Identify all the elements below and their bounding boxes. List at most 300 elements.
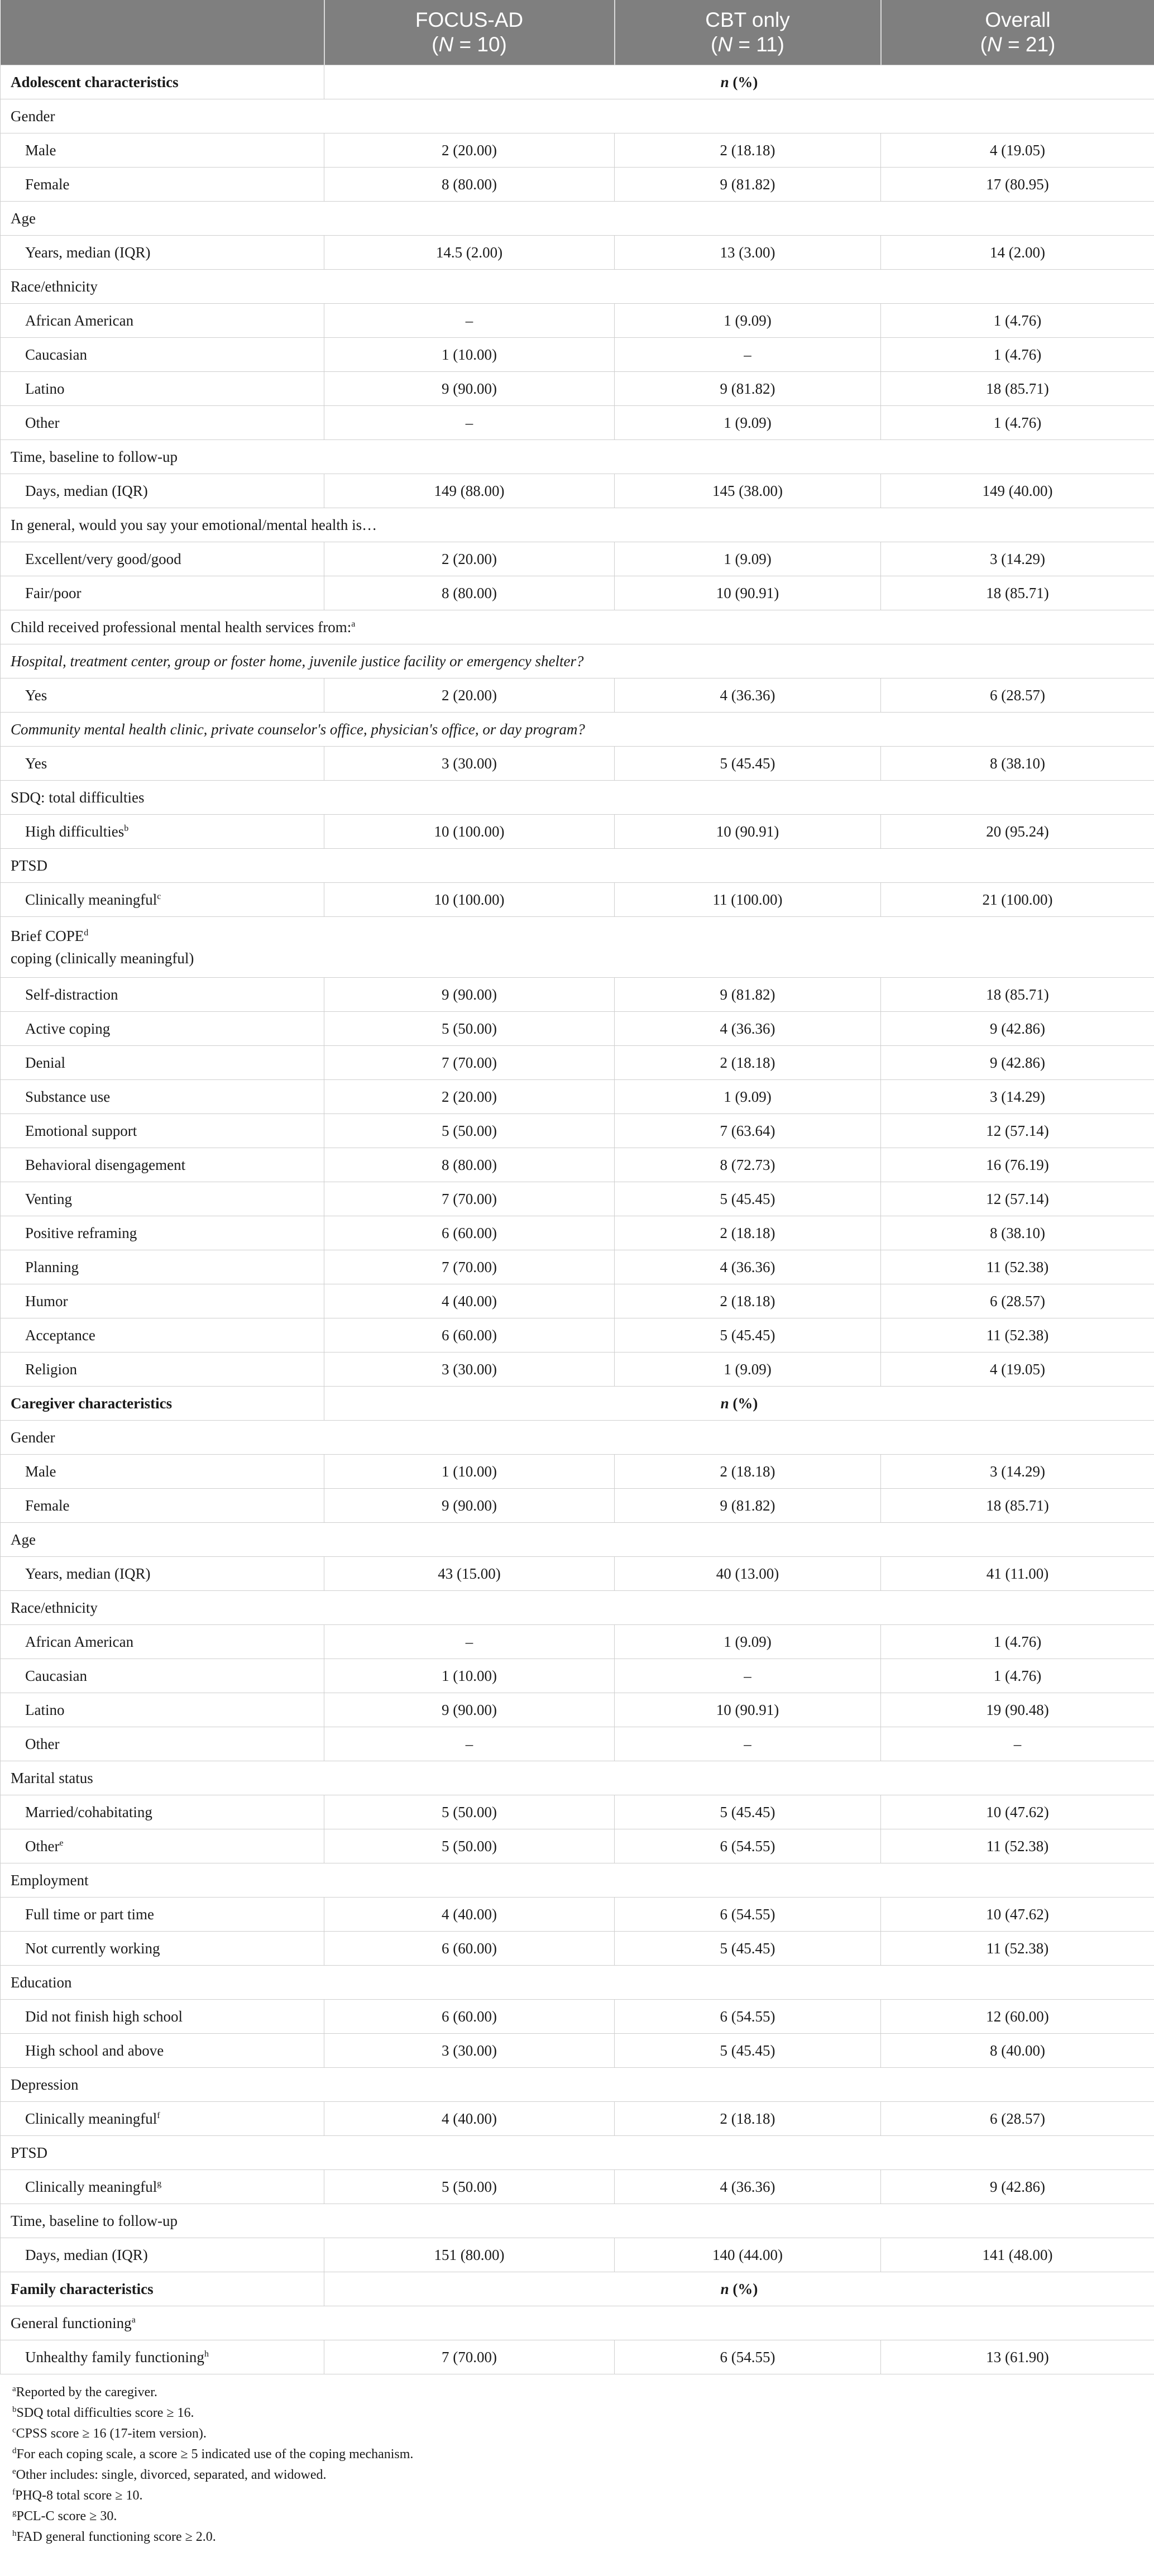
cbt-only-value: 145 (38.00) bbox=[615, 474, 881, 508]
cbt-only-value: 9 (81.82) bbox=[615, 1489, 881, 1523]
question-label bbox=[1, 644, 1154, 678]
footnote-marker: g bbox=[157, 2178, 162, 2188]
footnote-text: PHQ-8 total score ≥ 10. bbox=[15, 2488, 143, 2503]
row-label bbox=[1, 2238, 324, 2272]
row-label bbox=[1, 236, 324, 270]
focus-ad-value: 9 (90.00) bbox=[324, 978, 615, 1012]
cbt-only-value: 6 (54.55) bbox=[615, 1829, 881, 1863]
focus-ad-value: 3 (30.00) bbox=[324, 2034, 615, 2068]
focus-ad-value: 6 (60.00) bbox=[324, 1318, 615, 1352]
category-label bbox=[1, 99, 1154, 133]
cbt-only-value: 1 (9.09) bbox=[615, 542, 881, 576]
focus-ad-value: 8 (80.00) bbox=[324, 168, 615, 202]
table-header bbox=[1, 0, 1154, 65]
table-row bbox=[1, 270, 1154, 304]
category-label bbox=[1, 1421, 1154, 1455]
footnote-marker: e bbox=[12, 2467, 16, 2476]
row-label bbox=[1, 1829, 324, 1863]
footnote-marker: f bbox=[157, 2110, 160, 2120]
row-label-text: Planning bbox=[25, 1258, 79, 1275]
table-row bbox=[1, 678, 1154, 713]
table-row bbox=[1, 2068, 1154, 2102]
row-label-text: Days, median (IQR) bbox=[25, 482, 148, 499]
category-label-text-line2: coping (clinically meaningful) bbox=[11, 950, 194, 967]
footnote-marker: d bbox=[12, 2446, 17, 2455]
row-label bbox=[1, 2102, 324, 2136]
footnote-text: SDQ total difficulties score ≥ 16. bbox=[16, 2406, 194, 2420]
category-label bbox=[1, 1863, 1154, 1898]
header-overall bbox=[881, 0, 1154, 65]
focus-ad-value: 151 (80.00) bbox=[324, 2238, 615, 2272]
row-label bbox=[1, 338, 324, 372]
row-label bbox=[1, 1114, 324, 1148]
row-label bbox=[1, 1250, 324, 1284]
overall-value: 12 (57.14) bbox=[881, 1114, 1154, 1148]
overall-value: 11 (52.38) bbox=[881, 1318, 1154, 1352]
cbt-only-value: 6 (54.55) bbox=[615, 1898, 881, 1932]
cbt-only-value: 1 (9.09) bbox=[615, 406, 881, 440]
table-row bbox=[1, 2034, 1154, 2068]
cbt-only-value: 5 (45.45) bbox=[615, 1182, 881, 1216]
category-label bbox=[1, 849, 1154, 883]
row-label bbox=[1, 1489, 324, 1523]
section-label bbox=[1, 2272, 324, 2306]
table-row bbox=[1, 1863, 1154, 1898]
row-label-text: Years, median (IQR) bbox=[25, 243, 151, 261]
table-row bbox=[1, 338, 1154, 372]
row-label-text: Acceptance bbox=[25, 1326, 95, 1344]
table-row bbox=[1, 1421, 1154, 1455]
cbt-only-value: 6 (54.55) bbox=[615, 2340, 881, 2374]
focus-ad-value: 8 (80.00) bbox=[324, 576, 615, 610]
table-row bbox=[1, 236, 1154, 270]
cbt-only-value: 2 (18.18) bbox=[615, 1455, 881, 1489]
focus-ad-value: 1 (10.00) bbox=[324, 1455, 615, 1489]
section-label-text: Caregiver characteristics bbox=[11, 1394, 173, 1412]
n-percent-label bbox=[324, 1387, 1154, 1421]
overall-value: 149 (40.00) bbox=[881, 474, 1154, 508]
table-row bbox=[1, 2204, 1154, 2238]
focus-ad-value: 149 (88.00) bbox=[324, 474, 615, 508]
header-group-name: CBT only bbox=[705, 8, 790, 31]
row-label-text: Denial bbox=[25, 1054, 65, 1071]
row-label-text: Humor bbox=[25, 1292, 68, 1309]
focus-ad-value: 6 (60.00) bbox=[324, 2000, 615, 2034]
focus-ad-value: 2 (20.00) bbox=[324, 1080, 615, 1114]
overall-value: 10 (47.62) bbox=[881, 1795, 1154, 1829]
table-row bbox=[1, 508, 1154, 542]
table-row bbox=[1, 2136, 1154, 2170]
row-label-text: Self-distraction bbox=[25, 986, 118, 1003]
row-label-text: Substance use bbox=[25, 1088, 111, 1105]
overall-value: 8 (40.00) bbox=[881, 2034, 1154, 2068]
category-label-text: SDQ: total difficulties bbox=[11, 788, 145, 806]
row-label bbox=[1, 2170, 324, 2204]
table-row bbox=[1, 474, 1154, 508]
table-row bbox=[1, 440, 1154, 474]
row-label-text: Caucasian bbox=[25, 1667, 87, 1684]
overall-value: 3 (14.29) bbox=[881, 1455, 1154, 1489]
table-row bbox=[1, 1693, 1154, 1727]
row-label bbox=[1, 1182, 324, 1216]
cbt-only-value: 9 (81.82) bbox=[615, 978, 881, 1012]
cbt-only-value: 140 (44.00) bbox=[615, 2238, 881, 2272]
table-row bbox=[1, 644, 1154, 678]
row-label-text: Not currently working bbox=[25, 1939, 160, 1957]
category-label bbox=[1, 508, 1154, 542]
overall-value: 11 (52.38) bbox=[881, 1829, 1154, 1863]
table-row bbox=[1, 1795, 1154, 1829]
overall-value: 10 (47.62) bbox=[881, 1898, 1154, 1932]
row-label-text: High difficulties bbox=[25, 823, 125, 840]
cbt-only-value: 1 (9.09) bbox=[615, 1080, 881, 1114]
footnote-marker: f bbox=[12, 2488, 15, 2497]
overall-value: 12 (60.00) bbox=[881, 2000, 1154, 2034]
category-label bbox=[1, 202, 1154, 236]
focus-ad-value: 4 (40.00) bbox=[324, 2102, 615, 2136]
focus-ad-value: – bbox=[324, 1727, 615, 1761]
table-row bbox=[1, 1966, 1154, 2000]
row-label bbox=[1, 1080, 324, 1114]
row-label-text: Excellent/very good/good bbox=[25, 550, 181, 567]
category-label-text: Time, baseline to follow-up bbox=[11, 448, 178, 465]
table-row bbox=[1, 304, 1154, 338]
footnote bbox=[0, 2527, 1154, 2548]
cbt-only-value: 2 (18.18) bbox=[615, 2102, 881, 2136]
row-label-text: Clinically meaningful bbox=[25, 891, 157, 908]
table-row bbox=[1, 2306, 1154, 2340]
row-label-text: Days, median (IQR) bbox=[25, 2246, 148, 2263]
header-group-n: (N = 11) bbox=[711, 33, 784, 56]
row-label bbox=[1, 1727, 324, 1761]
table-row bbox=[1, 1761, 1154, 1795]
category-label-text: Depression bbox=[11, 2076, 79, 2093]
row-label bbox=[1, 133, 324, 168]
focus-ad-value: 10 (100.00) bbox=[324, 883, 615, 917]
table-row bbox=[1, 1523, 1154, 1557]
header-cbt-only bbox=[615, 0, 881, 65]
row-label bbox=[1, 406, 324, 440]
overall-value: 1 (4.76) bbox=[881, 338, 1154, 372]
section-label-text: Family characteristics bbox=[11, 2280, 154, 2297]
category-label bbox=[1, 610, 1154, 644]
cbt-only-value: 11 (100.00) bbox=[615, 883, 881, 917]
footnote-marker: e bbox=[59, 1838, 64, 1848]
row-label bbox=[1, 1932, 324, 1966]
header-group-name: FOCUS-AD bbox=[415, 8, 524, 31]
focus-ad-value: – bbox=[324, 406, 615, 440]
table-row bbox=[1, 1352, 1154, 1387]
header-blank bbox=[1, 0, 324, 65]
row-label-text: Yes bbox=[25, 686, 47, 704]
row-label bbox=[1, 168, 324, 202]
row-label bbox=[1, 1012, 324, 1046]
focus-ad-value: 6 (60.00) bbox=[324, 1932, 615, 1966]
cbt-only-value: 10 (90.91) bbox=[615, 815, 881, 849]
footnote-marker: d bbox=[84, 928, 89, 938]
focus-ad-value: 2 (20.00) bbox=[324, 542, 615, 576]
row-label-text: Other bbox=[25, 1837, 60, 1855]
cbt-only-value: – bbox=[615, 1727, 881, 1761]
overall-value: 19 (90.48) bbox=[881, 1693, 1154, 1727]
cbt-only-value: 2 (18.18) bbox=[615, 1046, 881, 1080]
table-row bbox=[1, 781, 1154, 815]
row-label-text: Emotional support bbox=[25, 1122, 137, 1139]
table-row bbox=[1, 1012, 1154, 1046]
row-label bbox=[1, 1284, 324, 1318]
row-label-text: Married/cohabitating bbox=[25, 1803, 152, 1820]
footnote bbox=[0, 2444, 1154, 2465]
overall-value: 6 (28.57) bbox=[881, 2102, 1154, 2136]
cbt-only-value: 9 (81.82) bbox=[615, 372, 881, 406]
row-label bbox=[1, 304, 324, 338]
category-label-text: Brief COPE bbox=[11, 928, 84, 944]
cbt-only-value: 2 (18.18) bbox=[615, 1284, 881, 1318]
footnote bbox=[0, 2382, 1154, 2403]
category-label bbox=[1, 2136, 1154, 2170]
percent-symbol: (%) bbox=[729, 2280, 758, 2297]
table-row bbox=[1, 1148, 1154, 1182]
overall-value: – bbox=[881, 1727, 1154, 1761]
focus-ad-value: 9 (90.00) bbox=[324, 1489, 615, 1523]
table-row bbox=[1, 2102, 1154, 2136]
overall-value: 9 (42.86) bbox=[881, 1012, 1154, 1046]
cbt-only-value: 40 (13.00) bbox=[615, 1557, 881, 1591]
overall-value: 4 (19.05) bbox=[881, 133, 1154, 168]
overall-value: 9 (42.86) bbox=[881, 1046, 1154, 1080]
table-row bbox=[1, 1557, 1154, 1591]
footnote-marker: b bbox=[124, 823, 129, 833]
row-label-text: Male bbox=[25, 141, 56, 159]
table-row bbox=[1, 2000, 1154, 2034]
table-row bbox=[1, 1898, 1154, 1932]
footnote-marker: h bbox=[12, 2529, 17, 2538]
footnote-marker: g bbox=[12, 2508, 17, 2517]
cbt-only-value: – bbox=[615, 338, 881, 372]
focus-ad-value: 1 (10.00) bbox=[324, 1659, 615, 1693]
table-row bbox=[1, 1080, 1154, 1114]
footnote-marker: c bbox=[157, 891, 161, 901]
row-label bbox=[1, 474, 324, 508]
category-label-text: Age bbox=[11, 1531, 36, 1548]
category-label bbox=[1, 440, 1154, 474]
category-label bbox=[1, 2068, 1154, 2102]
table-row bbox=[1, 713, 1154, 747]
focus-ad-value: 43 (15.00) bbox=[324, 1557, 615, 1591]
section-label-text: Adolescent characteristics bbox=[11, 73, 179, 90]
row-label bbox=[1, 576, 324, 610]
table-row bbox=[1, 406, 1154, 440]
row-label-text: Other bbox=[25, 1735, 60, 1752]
focus-ad-value: 7 (70.00) bbox=[324, 2340, 615, 2374]
n-symbol: n bbox=[720, 73, 729, 90]
focus-ad-value: 6 (60.00) bbox=[324, 1216, 615, 1250]
focus-ad-value: – bbox=[324, 304, 615, 338]
row-label-text: Latino bbox=[25, 380, 65, 397]
row-label bbox=[1, 1898, 324, 1932]
focus-ad-value: 4 (40.00) bbox=[324, 1898, 615, 1932]
category-label-text: In general, would you say your emotional/mental health is… bbox=[11, 516, 377, 533]
percent-symbol: (%) bbox=[729, 1394, 758, 1412]
overall-value: 17 (80.95) bbox=[881, 168, 1154, 202]
section-label bbox=[1, 65, 324, 99]
overall-value: 14 (2.00) bbox=[881, 236, 1154, 270]
category-label bbox=[1, 1523, 1154, 1557]
table-row bbox=[1, 99, 1154, 133]
row-label bbox=[1, 1046, 324, 1080]
overall-value: 18 (85.71) bbox=[881, 978, 1154, 1012]
overall-value: 41 (11.00) bbox=[881, 1557, 1154, 1591]
cbt-only-value: 4 (36.36) bbox=[615, 1012, 881, 1046]
row-label-text: Female bbox=[25, 175, 70, 193]
category-label-text: Age bbox=[11, 209, 36, 227]
row-label-text: African American bbox=[25, 312, 134, 329]
focus-ad-value: 14.5 (2.00) bbox=[324, 236, 615, 270]
section-label bbox=[1, 1387, 324, 1421]
row-label bbox=[1, 1455, 324, 1489]
footnote bbox=[0, 2465, 1154, 2486]
table-row bbox=[1, 1659, 1154, 1693]
row-label-text: African American bbox=[25, 1633, 134, 1650]
category-label bbox=[1, 1761, 1154, 1795]
focus-ad-value: – bbox=[324, 1625, 615, 1659]
overall-value: 11 (52.38) bbox=[881, 1932, 1154, 1966]
category-label bbox=[1, 917, 1154, 978]
overall-value: 16 (76.19) bbox=[881, 1148, 1154, 1182]
cbt-only-value: 7 (63.64) bbox=[615, 1114, 881, 1148]
overall-value: 141 (48.00) bbox=[881, 2238, 1154, 2272]
row-label bbox=[1, 2034, 324, 2068]
footnote bbox=[0, 2403, 1154, 2424]
row-label bbox=[1, 1557, 324, 1591]
table-row bbox=[1, 917, 1154, 978]
footnote-text: Reported by the caregiver. bbox=[16, 2385, 157, 2400]
overall-value: 11 (52.38) bbox=[881, 1250, 1154, 1284]
cbt-only-value: 13 (3.00) bbox=[615, 236, 881, 270]
overall-value: 1 (4.76) bbox=[881, 304, 1154, 338]
table-row bbox=[1, 1727, 1154, 1761]
overall-value: 20 (95.24) bbox=[881, 815, 1154, 849]
cbt-only-value: 5 (45.45) bbox=[615, 747, 881, 781]
row-label bbox=[1, 678, 324, 713]
percent-symbol: (%) bbox=[729, 73, 758, 90]
overall-value: 18 (85.71) bbox=[881, 576, 1154, 610]
overall-value: 12 (57.14) bbox=[881, 1182, 1154, 1216]
row-label-text: Unhealthy family functioning bbox=[25, 2348, 204, 2365]
table-row bbox=[1, 1387, 1154, 1421]
table-row bbox=[1, 2238, 1154, 2272]
cbt-only-value: 5 (45.45) bbox=[615, 1932, 881, 1966]
cbt-only-value: 9 (81.82) bbox=[615, 168, 881, 202]
cbt-only-value: 4 (36.36) bbox=[615, 1250, 881, 1284]
focus-ad-value: 2 (20.00) bbox=[324, 678, 615, 713]
table-body bbox=[1, 65, 1154, 2374]
table-row bbox=[1, 1829, 1154, 1863]
row-label-text: High school and above bbox=[25, 2042, 164, 2059]
row-label bbox=[1, 1148, 324, 1182]
cbt-only-value: 6 (54.55) bbox=[615, 2000, 881, 2034]
category-label-text: Hospital, treatment center, group or foster home, juvenile justice facility or emergency shelter? bbox=[11, 652, 584, 670]
row-label-text: Fair/poor bbox=[25, 584, 82, 601]
footnote bbox=[0, 2506, 1154, 2527]
table-row bbox=[1, 849, 1154, 883]
focus-ad-value: 9 (90.00) bbox=[324, 372, 615, 406]
row-label-text: Other bbox=[25, 414, 60, 431]
focus-ad-value: 7 (70.00) bbox=[324, 1250, 615, 1284]
category-label-text: Education bbox=[11, 1973, 72, 1991]
focus-ad-value: 5 (50.00) bbox=[324, 1114, 615, 1148]
footnotes bbox=[0, 2382, 1154, 2548]
overall-value: 18 (85.71) bbox=[881, 372, 1154, 406]
table-row bbox=[1, 747, 1154, 781]
focus-ad-value: 7 (70.00) bbox=[324, 1046, 615, 1080]
row-label bbox=[1, 542, 324, 576]
table-row bbox=[1, 2272, 1154, 2306]
row-label bbox=[1, 1318, 324, 1352]
overall-value: 8 (38.10) bbox=[881, 747, 1154, 781]
footnote-marker: a bbox=[12, 2384, 16, 2393]
focus-ad-value: 3 (30.00) bbox=[324, 1352, 615, 1387]
category-label-text: General functioning bbox=[11, 2314, 132, 2331]
overall-value: 1 (4.76) bbox=[881, 406, 1154, 440]
row-label bbox=[1, 747, 324, 781]
cbt-only-value: 2 (18.18) bbox=[615, 133, 881, 168]
category-label bbox=[1, 2306, 1154, 2340]
footnote-text: FAD general functioning score ≥ 2.0. bbox=[16, 2530, 216, 2544]
question-label bbox=[1, 713, 1154, 747]
row-label-text: Clinically meaningful bbox=[25, 2110, 157, 2127]
row-label bbox=[1, 883, 324, 917]
overall-value: 6 (28.57) bbox=[881, 678, 1154, 713]
row-label-text: Years, median (IQR) bbox=[25, 1565, 151, 1582]
table-row bbox=[1, 2170, 1154, 2204]
category-label-text: Child received professional mental health services from: bbox=[11, 618, 352, 635]
table-row bbox=[1, 610, 1154, 644]
row-label-text: Venting bbox=[25, 1190, 72, 1207]
table-row bbox=[1, 978, 1154, 1012]
cbt-only-value: 4 (36.36) bbox=[615, 678, 881, 713]
row-label bbox=[1, 1352, 324, 1387]
category-label-text: Race/ethnicity bbox=[11, 1599, 98, 1616]
table-row bbox=[1, 1318, 1154, 1352]
cbt-only-value: 5 (45.45) bbox=[615, 1795, 881, 1829]
footnote-marker: a bbox=[351, 619, 356, 629]
cbt-only-value: 8 (72.73) bbox=[615, 1148, 881, 1182]
focus-ad-value: 7 (70.00) bbox=[324, 1182, 615, 1216]
cbt-only-value: 2 (18.18) bbox=[615, 1216, 881, 1250]
table-row bbox=[1, 1046, 1154, 1080]
table-row bbox=[1, 1489, 1154, 1523]
table-row bbox=[1, 815, 1154, 849]
table-row bbox=[1, 133, 1154, 168]
overall-value: 3 (14.29) bbox=[881, 542, 1154, 576]
cbt-only-value: 1 (9.09) bbox=[615, 1352, 881, 1387]
category-label bbox=[1, 2204, 1154, 2238]
table-row bbox=[1, 576, 1154, 610]
row-label-text: Active coping bbox=[25, 1020, 111, 1037]
row-label-text: Yes bbox=[25, 754, 47, 772]
header-group-n: (N = 21) bbox=[980, 33, 1056, 56]
category-label-text: Race/ethnicity bbox=[11, 278, 98, 295]
table-row bbox=[1, 1114, 1154, 1148]
footnote-marker: b bbox=[12, 2405, 17, 2414]
table-row bbox=[1, 2340, 1154, 2374]
table-row bbox=[1, 1216, 1154, 1250]
category-label bbox=[1, 1966, 1154, 2000]
cbt-only-value: 5 (45.45) bbox=[615, 2034, 881, 2068]
row-label bbox=[1, 1795, 324, 1829]
cbt-only-value: 10 (90.91) bbox=[615, 1693, 881, 1727]
